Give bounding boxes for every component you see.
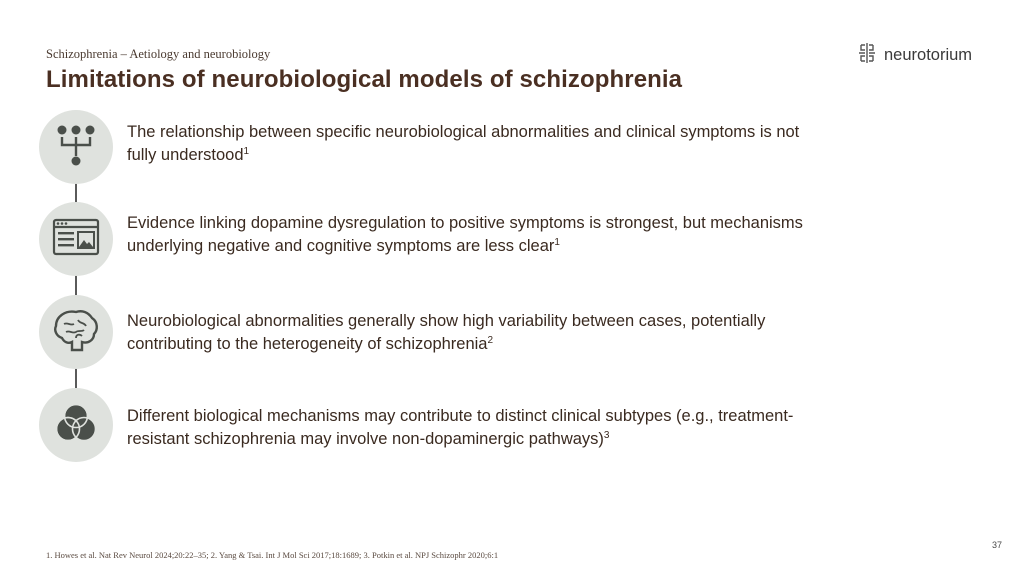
neurotorium-logo-icon bbox=[856, 41, 878, 70]
section-label: Schizophrenia – Aetiology and neurobiology bbox=[46, 47, 271, 61]
footer-references: 1. Howes et al. Nat Rev Neurol 2024;20:22–35; 2. Yang & Tsai. Int J Mol Sci 2017;18:1689; 3. Potkin et al. NPJ Schizophr 2020;6:1 bbox=[46, 550, 499, 560]
item-text-1: The relationship between specific neurobiological abnormalities and clinical symptoms is not fully understood$^1$ bbox=[127, 123, 800, 164]
page-number: 37 bbox=[991, 540, 1002, 550]
brain-icon bbox=[52, 308, 100, 357]
venn-diagram-icon bbox=[54, 402, 98, 449]
item-text-4: Different biological mechanisms may contribute to distinct clinical subtypes (e.g., treatment-resistant schizophrenia may involve non-dopaminergic pathways)$^3$ bbox=[127, 407, 794, 448]
icon-circle-1 bbox=[39, 110, 113, 184]
document-image-icon bbox=[52, 217, 100, 262]
network-hierarchy-icon bbox=[54, 123, 98, 172]
icon-circle-3 bbox=[39, 295, 113, 369]
timeline-line bbox=[75, 150, 77, 420]
icon-circle-2 bbox=[39, 202, 113, 276]
page-title: Limitations of neurobiological models of schizophrenia bbox=[46, 66, 683, 93]
logo-text: neurotorium bbox=[884, 45, 973, 64]
item-text-2: Evidence linking dopamine dysregulation to positive symptoms is strongest, but mechanisms underlying negative and cognitive symptoms are less clear$^1$ bbox=[127, 214, 803, 255]
item-text-3: Neurobiological abnormalities generally show high variability between cases, potentially contributing to the heterogeneity of schizophrenia$^2$ bbox=[127, 312, 766, 353]
icon-circle-4 bbox=[39, 388, 113, 462]
logo bbox=[856, 43, 972, 67]
